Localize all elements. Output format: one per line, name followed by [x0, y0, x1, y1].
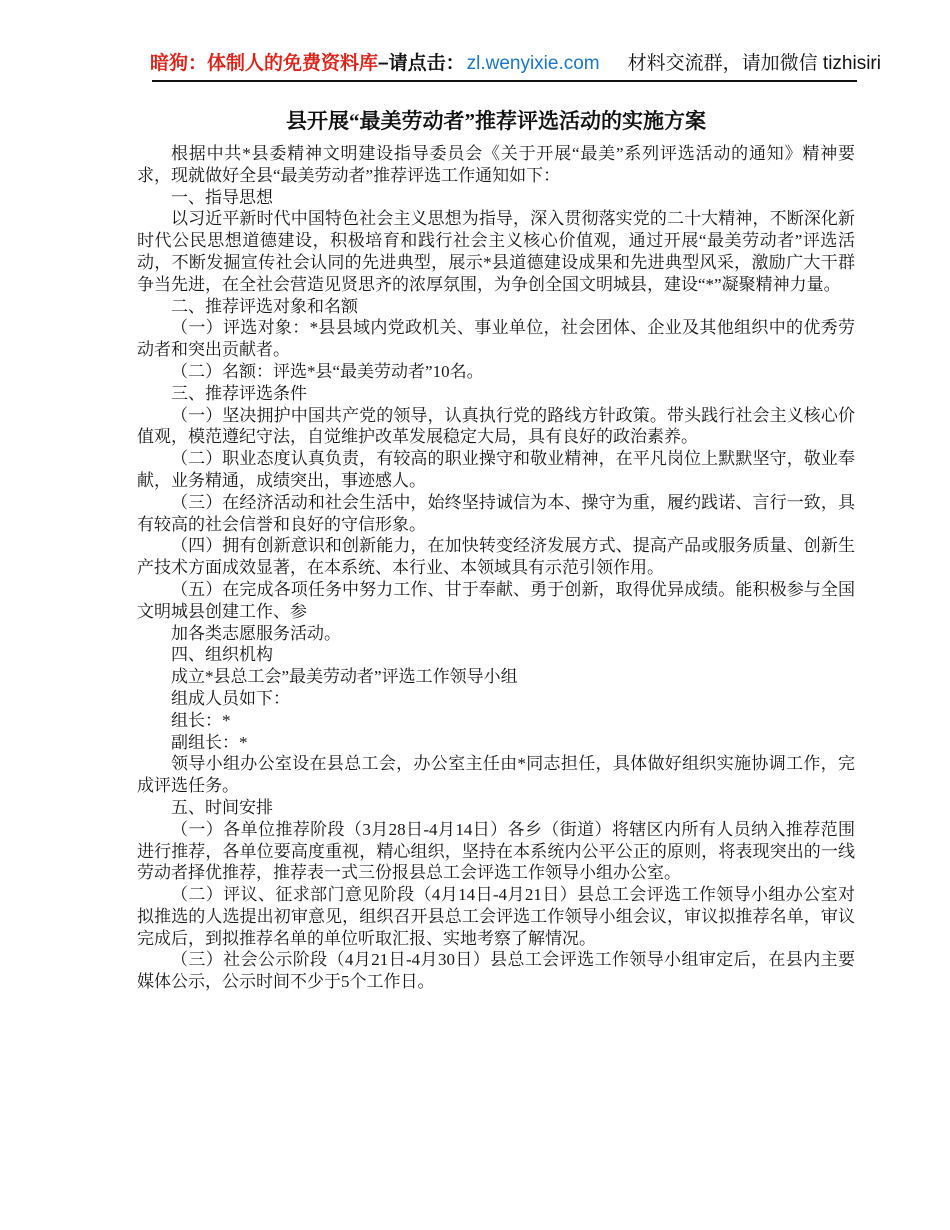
paragraph: 二、推荐评选对象和名额: [171, 296, 358, 316]
paragraph: 根据中共*县委精神文明建设指导委员会《关于开展“最美”系列评选活动的通知》精神要求，现就做好全县“最美劳动者”推荐评选工作通知如下：: [137, 144, 855, 185]
banner-click-prompt: –请点击：: [378, 53, 465, 74]
paragraph: 领导小组办公室设在县总工会，办公室主任由*同志担任，具体做好组织实施协调工作，完成评选任务。: [137, 754, 855, 796]
paragraph: 组长：*: [171, 710, 231, 730]
paragraph: （二）职业态度认真负责，有较高的职业操守和敬业精神，在平凡岗位上默默坚守，敬业奉献，业务精通，成绩突出，事迹感人。: [137, 449, 855, 490]
promo-banner: [150, 52, 881, 76]
paragraph: 成立*县总工会”最美劳动者”评选工作领导小组: [171, 667, 518, 687]
paragraph: （四）拥有创新意识和创新能力，在加快转变经济发展方式、提高产品或服务质量、创新生产技术方面成效显著，在本系统、本行业、本领域具有示范引领作用。: [137, 536, 855, 578]
paragraph: （二）名额：评选*县“最美劳动者”10名。: [171, 361, 484, 381]
banner-brand-text: 暗狗：体制人的免费资料库: [150, 53, 379, 74]
paragraph: （一）评选对象：*县县域内党政机关、事业单位，社会团体、企业及其他组织中的优秀劳动者和突出贡献者。: [137, 318, 855, 360]
paragraph: 一、指导思想: [171, 187, 273, 207]
paragraph: （二）评议、征求部门意见阶段（4月14日‐4月21日）县总工会评选工作领导小组办公室对拟推选的人选提出初审意见，组织召开县总工会评选工作领导小组会议，审议拟推荐名单，审议完成后，到拟推荐名单的单位听取汇报、实地考察了解情况。: [137, 885, 855, 948]
paragraph: （三）在经济活动和社会生活中，始终坚持诚信为本、操守为重，履约践诺、言行一致，具有较高的社会信誉和良好的守信形象。: [137, 492, 855, 534]
paragraph: 五、时间安排: [171, 797, 273, 817]
banner-divider: [152, 80, 857, 82]
banner-link[interactable]: zl.wenyixie.com: [466, 53, 600, 74]
paragraph: 以习近平新时代中国特色社会主义思想为指导，深入贯彻落实党的二十大精神，不断深化新时代公民思想道德建设，积极培育和践行社会主义核心价值观，通过开展“最美劳动者”评选活动，不断发掘宣传社会认同的先进典型，展示*县道德建设成果和先进典型风采，激励广大干群争当先进，在全社会营造见贤思齐的浓厚氛围，为争创全国文明城县，建设“*”凝聚精神力量。: [137, 209, 855, 294]
banner-group-text: 材料交流群，请加微信 tizhisiri: [627, 53, 881, 74]
paragraph: （一）坚决拥护中国共产党的领导，认真执行党的路线方针政策。带头践行社会主义核心价值观，模范遵纪守法，自觉维护改革发展稳定大局，具有良好的政治素养。: [137, 405, 855, 447]
paragraph: 四、组织机构: [171, 645, 273, 665]
paragraph: 加各类志愿服务活动。: [171, 623, 341, 643]
document-body: [137, 143, 855, 993]
paragraph: 副组长：*: [171, 732, 248, 752]
paragraph: 组成人员如下：: [171, 688, 290, 708]
paragraph: （五）在完成各项任务中努力工作、甘于奉献、勇于创新，取得优异成绩。能积极参与全国文明城县创建工作、参: [137, 579, 855, 621]
paragraph: （三）社会公示阶段（4月21日‐4月30日）县总工会评选工作领导小组审定后，在县内主要媒体公示，公示时间不少于5个工作日。: [137, 950, 855, 992]
paragraph: 三、推荐评选条件: [171, 383, 307, 403]
paragraph: （一）各单位推荐阶段（3月28日‐4月14日）各乡（街道）将辖区内所有人员纳入推荐范围进行推荐，各单位要高度重视，精心组织，坚持在本系统内公平公正的原则，将表现突出的一线劳动者择优推荐，推荐表一式三份报县总工会评选工作领导小组办公室。: [137, 819, 855, 883]
document-title: 县开展“最美劳动者”推荐评选活动的实施方案: [286, 109, 706, 133]
document-content: [137, 106, 855, 993]
